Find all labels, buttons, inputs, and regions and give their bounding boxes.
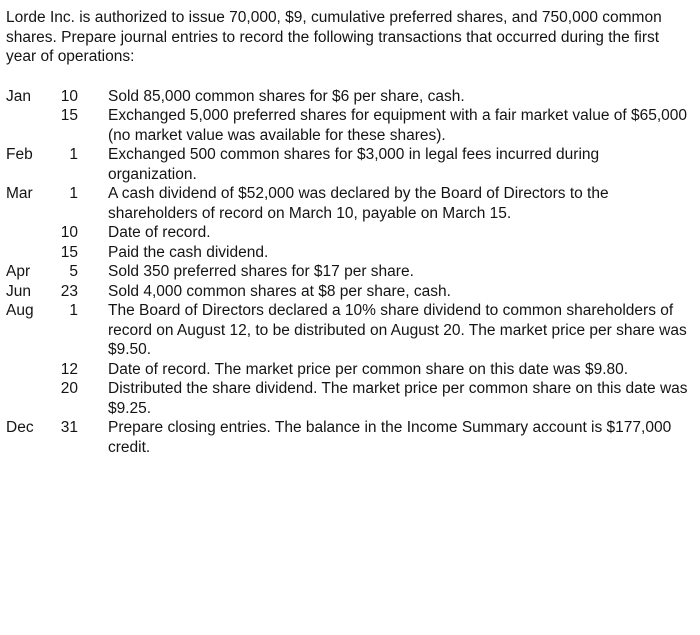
transaction-month: Feb <box>6 146 33 163</box>
transaction-description: Date of record. The market price per common share on this date was $9.80. <box>108 360 629 378</box>
transaction-description: Prepare closing entries. The balance in the Income Summary account is $177,000 credit. <box>108 419 672 456</box>
transaction-row <box>6 243 688 263</box>
transaction-day: 10 <box>60 87 78 105</box>
transaction-row <box>6 145 688 184</box>
transaction-month: Mar <box>6 185 33 202</box>
transaction-month: Aug <box>6 302 34 319</box>
transaction-description: The Board of Directors declared a 10% share dividend to common shareholders of record on August 12, to be distributed on August 20. The market price per share was $9.50. <box>108 302 687 358</box>
transaction-month <box>6 243 44 263</box>
transaction-description: A cash dividend of $52,000 was declared by the Board of Directors to the shareholders of record on March 10, payable on March 15. <box>108 185 609 222</box>
transaction-description: Distributed the share dividend. The market price per common share on this date was $9.25. <box>108 380 688 417</box>
transaction-row <box>6 360 688 380</box>
transaction-month <box>6 106 44 145</box>
transactions-list <box>6 87 688 458</box>
transaction-description: Sold 350 preferred shares for $17 per share. <box>108 263 414 280</box>
transaction-row <box>6 262 688 282</box>
transaction-row <box>6 418 688 457</box>
transaction-month <box>6 223 44 243</box>
transaction-month: Jan <box>6 87 31 105</box>
transaction-description: Sold 85,000 common shares for $6 per share, cash. <box>108 87 465 105</box>
transaction-day: 31 <box>60 419 78 436</box>
transaction-day: 1 <box>69 302 78 319</box>
problem-intro: Lorde Inc. is authorized to issue 70,000, $9, cumulative preferred shares, and 750,000 common shares. Prepare journal entries to record the following transactions that occurred during the first year of operations: <box>6 9 662 65</box>
transaction-day: 20 <box>60 380 78 397</box>
transaction-day: 15 <box>60 243 78 261</box>
transaction-description: Sold 4,000 common shares at $8 per share, cash. <box>108 282 451 300</box>
transaction-row <box>6 184 688 223</box>
transaction-month: Dec <box>6 419 34 436</box>
transaction-description: Exchanged 5,000 preferred shares for equipment with a fair market value of $65,000 (no market value was available for these shares). <box>108 107 688 144</box>
transaction-description: Date of record. <box>108 224 211 241</box>
transaction-row <box>6 223 688 243</box>
transaction-row <box>6 106 688 145</box>
transaction-day: 1 <box>69 146 78 163</box>
transaction-day: 15 <box>60 107 78 124</box>
transaction-row <box>6 87 688 107</box>
transaction-day: 23 <box>60 282 78 300</box>
transaction-month: Apr <box>6 263 31 280</box>
transaction-description: Exchanged 500 common shares for $3,000 in legal fees incurred during organization. <box>108 146 600 183</box>
document-page <box>6 8 696 457</box>
transaction-day: 10 <box>60 224 78 241</box>
transaction-day: 1 <box>69 185 78 202</box>
transaction-day: 5 <box>69 263 78 280</box>
transaction-description: Paid the cash dividend. <box>108 243 269 261</box>
transaction-month: Jun <box>6 282 31 300</box>
transaction-row <box>6 301 688 360</box>
transaction-month <box>6 360 44 380</box>
transactions-table <box>6 87 688 458</box>
transaction-row <box>6 379 688 418</box>
transaction-day: 12 <box>60 360 78 378</box>
transaction-month <box>6 379 44 418</box>
transaction-row <box>6 282 688 302</box>
